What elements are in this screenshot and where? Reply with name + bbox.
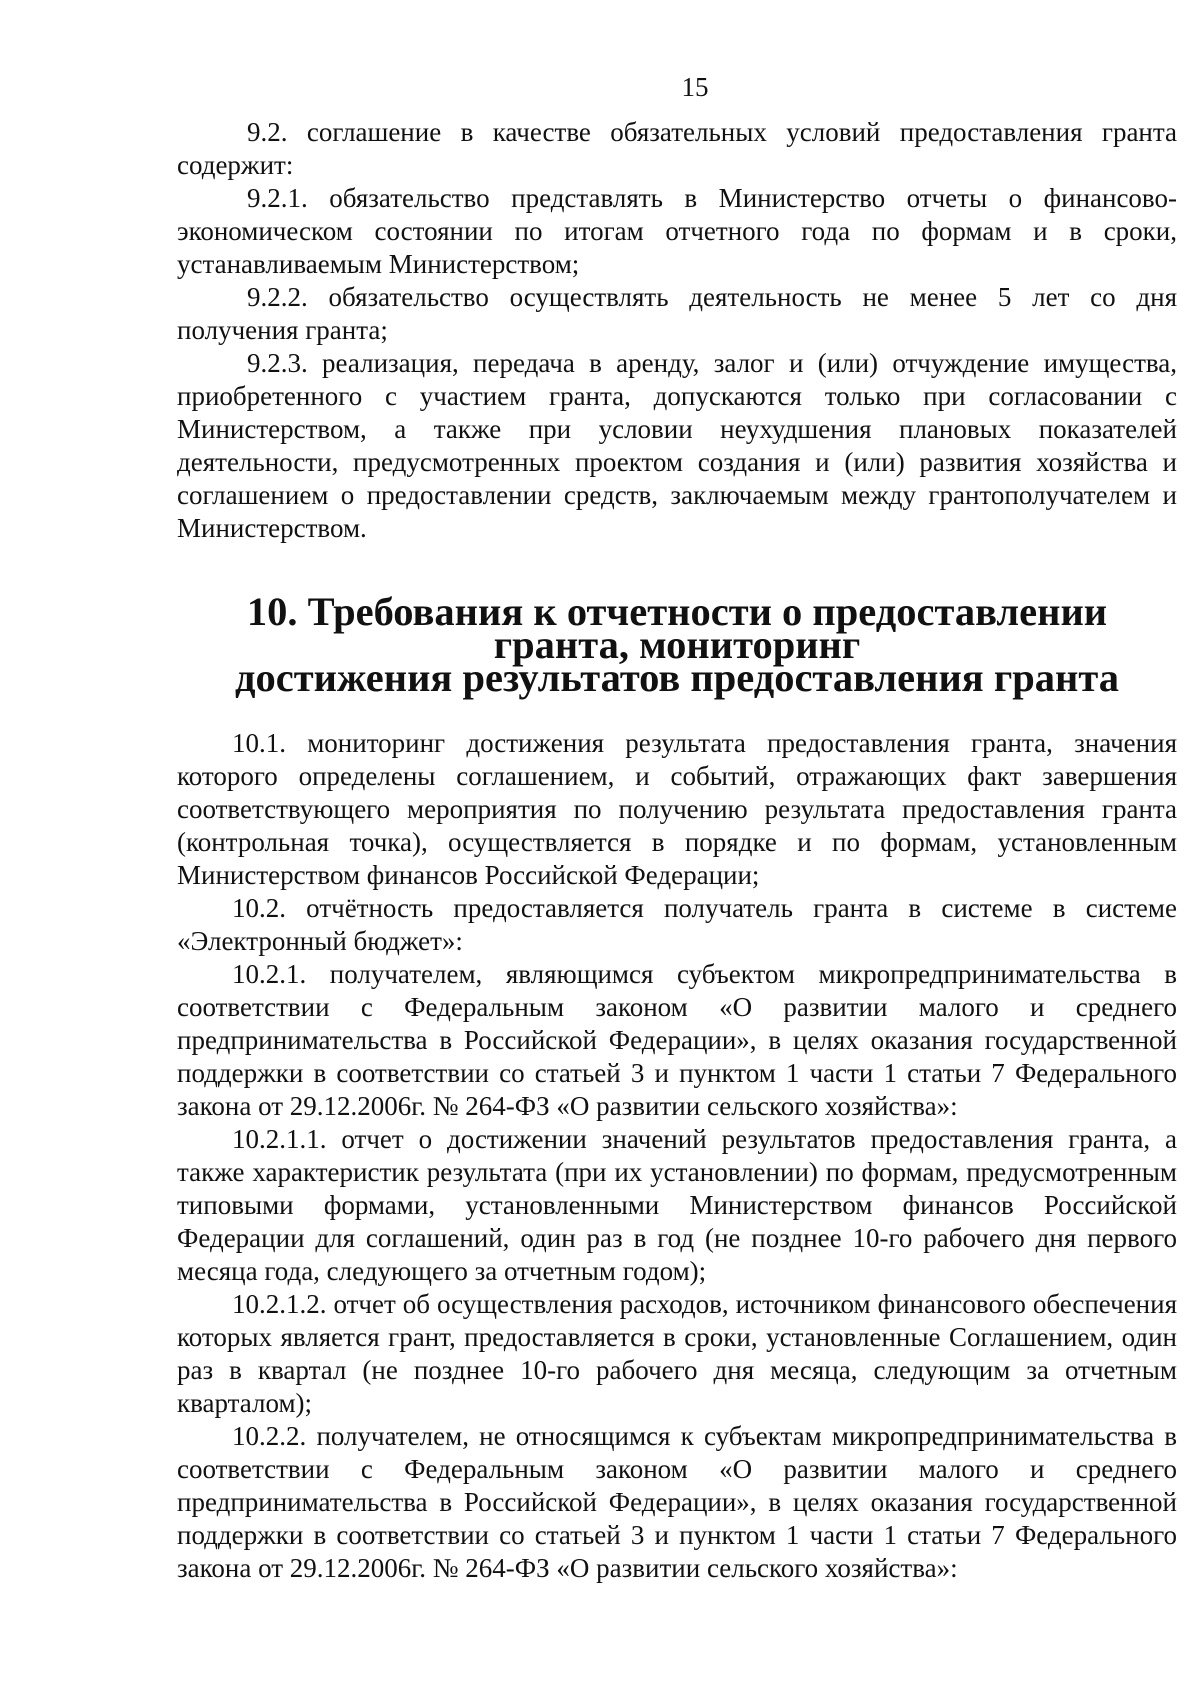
clause-10-2: 10.2. отчётность предоставляется получатель гранта в системе в системе «Электронный бюджет»: bbox=[177, 893, 1177, 956]
page-number: 15 bbox=[681, 72, 709, 102]
section-10-heading-line-1: 10. Требования к отчетности о предоставлении гранта, мониторинг bbox=[246, 589, 1108, 667]
clause-10-2-1: 10.2.1. получателем, являющимся субъектом микропредпринимательства в соответствии с Федеральным законом «О развитии малого и среднего предпринимательства в Российской Федерации», в целях оказания государственной поддержки в соответствии со статьей 3 и пунктом 1 части 1 статьи 7 Федерального закона от 29.12.2006г. № 264-ФЗ «О развитии сельского хозяйства»: bbox=[177, 959, 1177, 1121]
clause-10-2-1-2: 10.2.1.2. отчет об осуществления расходов, источником финансового обеспечения которых является грант, предоставляется в сроки, установленные Соглашением, один раз в квартал (не позднее 10-го рабочего дня месяца, следующим за отчетным кварталом); bbox=[177, 1289, 1177, 1418]
document-body bbox=[177, 116, 1177, 1585]
clause-9-2: 9.2. соглашение в качестве обязательных условий предоставления гранта содержит: bbox=[177, 117, 1177, 180]
clause-9-2-1: 9.2.1. обязательство представлять в Министерство отчеты о финансово-экономическом состоянии по итогам отчетного года по формам и в сроки, устанавливаемым Министерством; bbox=[177, 183, 1177, 279]
clause-10-2-1-1: 10.2.1.1. отчет о достижении значений результатов предоставления гранта, а также характеристик результата (при их установлении) по формам, предусмотренным типовыми формами, установленными Министерством финансов Российской Федерации для соглашений, один раз в год (не позднее 10-го рабочего дня первого месяца года, следующего за отчетным годом); bbox=[177, 1124, 1177, 1286]
clause-9-2-2: 9.2.2. обязательство осуществлять деятельность не менее 5 лет со дня получения гранта; bbox=[177, 282, 1177, 345]
clause-9-2-3: 9.2.3. реализация, передача в аренду, залог и (или) отчуждение имущества, приобретенного с участием гранта, допускаются только при согласовании с Министерством, а также при условии неухудшения плановых показателей деятельности, предусмотренных проектом создания и (или) развития хозяйства и соглашением о предоставлении средств, заключаемым между грантополучателем и Министерством. bbox=[177, 348, 1177, 543]
section-10-heading-line-2: достижения результатов предоставления гранта bbox=[235, 655, 1119, 700]
clause-10-2-2: 10.2.2. получателем, не относящимся к субъектам микропредпринимательства в соответствии с Федеральным законом «О развитии малого и среднего предпринимательства в Российской Федерации», в целях оказания государственной поддержки в соответствии со статьей 3 и пунктом 1 части 1 статьи 7 Федерального закона от 29.12.2006г. № 264-ФЗ «О развитии сельского хозяйства»: bbox=[177, 1421, 1177, 1583]
clause-10-1: 10.1. мониторинг достижения результата предоставления гранта, значения которого определены соглашением, и событий, отражающих факт завершения соответствующего мероприятия по получению результата предоставления гранта (контрольная точка), осуществляется в порядке и по формам, установленным Министерством финансов Российской Федерации; bbox=[177, 728, 1177, 890]
section-10-heading bbox=[177, 589, 1177, 700]
